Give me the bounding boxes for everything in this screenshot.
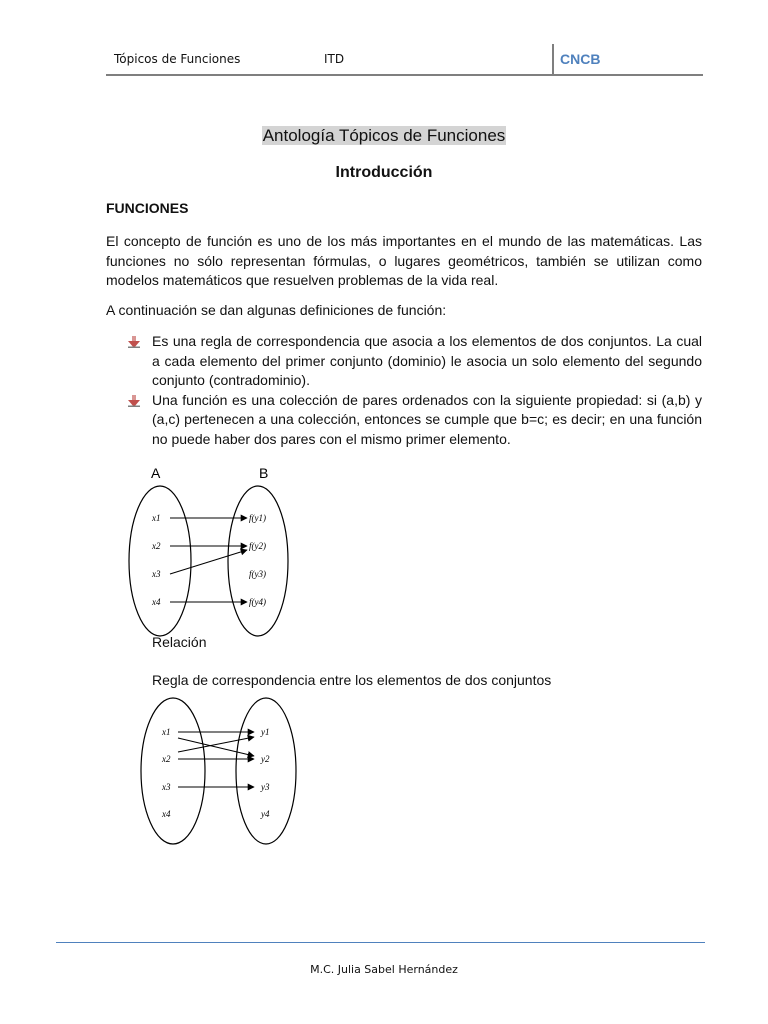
- codomain-element: f(y1): [249, 513, 266, 523]
- arrow-down-bullet-icon: [128, 336, 140, 348]
- header-code: CNCB: [560, 51, 601, 67]
- codomain-element: f(y2): [249, 541, 266, 551]
- set-a-label: A: [151, 465, 161, 481]
- footer-divider: [56, 942, 705, 943]
- codomain-element: y3: [261, 782, 270, 792]
- codomain-element: f(y3): [249, 569, 266, 579]
- page-header: [106, 44, 703, 76]
- domain-element: x1: [162, 727, 171, 737]
- bullet-text: Una función es una colección de pares ordenados con la siguiente propiedad: si (a,b) y (a,c) pertenecen a una colección, entonces se cumple que b=c; es decir; en una función no puede haber dos pares con el mismo primer elemento.: [152, 391, 702, 447]
- domain-element: x3: [162, 782, 171, 792]
- header-divider: [552, 44, 554, 74]
- domain-element: x2: [162, 754, 171, 764]
- domain-set-ellipse: [141, 698, 205, 844]
- set-b-label: B: [259, 465, 269, 481]
- codomain-set-ellipse: [236, 698, 296, 844]
- header-institution: ITD: [324, 52, 345, 66]
- codomain-element: y2: [261, 754, 270, 764]
- codomain-element: f(y4): [249, 597, 266, 607]
- mapping-arrow: [178, 738, 254, 756]
- mapping-arrow: [170, 550, 247, 574]
- domain-element: x3: [152, 569, 161, 579]
- list-item: [128, 391, 702, 450]
- header-course: Tópicos de Funciones: [114, 52, 241, 66]
- domain-element: x4: [152, 597, 161, 607]
- arrow-down-bullet-icon: [128, 395, 140, 407]
- paragraph-definitions-lead: A continuación se dan algunas definiciones de función:: [106, 302, 447, 318]
- list-item: [128, 332, 702, 391]
- paragraph-intro: El concepto de función es uno de los más importantes en el mundo de las matemáticas. Las funciones no sólo representan fórmulas, o lugares geométricos, también se utilizan como modelos matemáticos que resuelven problemas de la vida real.: [106, 233, 702, 288]
- definitions-list: [128, 332, 702, 449]
- domain-element: x1: [152, 513, 161, 523]
- domain-element: x2: [152, 541, 161, 551]
- section-heading: FUNCIONES: [106, 200, 189, 216]
- codomain-set-ellipse: [228, 486, 288, 636]
- bullet-text: Es una regla de correspondencia que asocia a los elementos de dos conjuntos. La cual a cada elemento del primer conjunto (dominio) le asocia un solo elemento del segundo conjunto (contradominio).: [152, 333, 702, 388]
- diagram-1-caption: Relación: [152, 634, 207, 650]
- page-footer: M.C. Julia Sabel Hernández: [310, 963, 458, 976]
- mapping-arrow: [178, 737, 254, 752]
- document-subtitle: Introducción: [335, 164, 433, 181]
- document-title: Antología Tópicos de Funciones: [262, 126, 506, 145]
- codomain-element: y4: [261, 809, 270, 819]
- domain-element: x4: [162, 809, 171, 819]
- diagram-2-caption: Regla de correspondencia entre los elementos de dos conjuntos: [152, 672, 552, 688]
- codomain-element: y1: [261, 727, 270, 737]
- domain-set-ellipse: [129, 486, 191, 636]
